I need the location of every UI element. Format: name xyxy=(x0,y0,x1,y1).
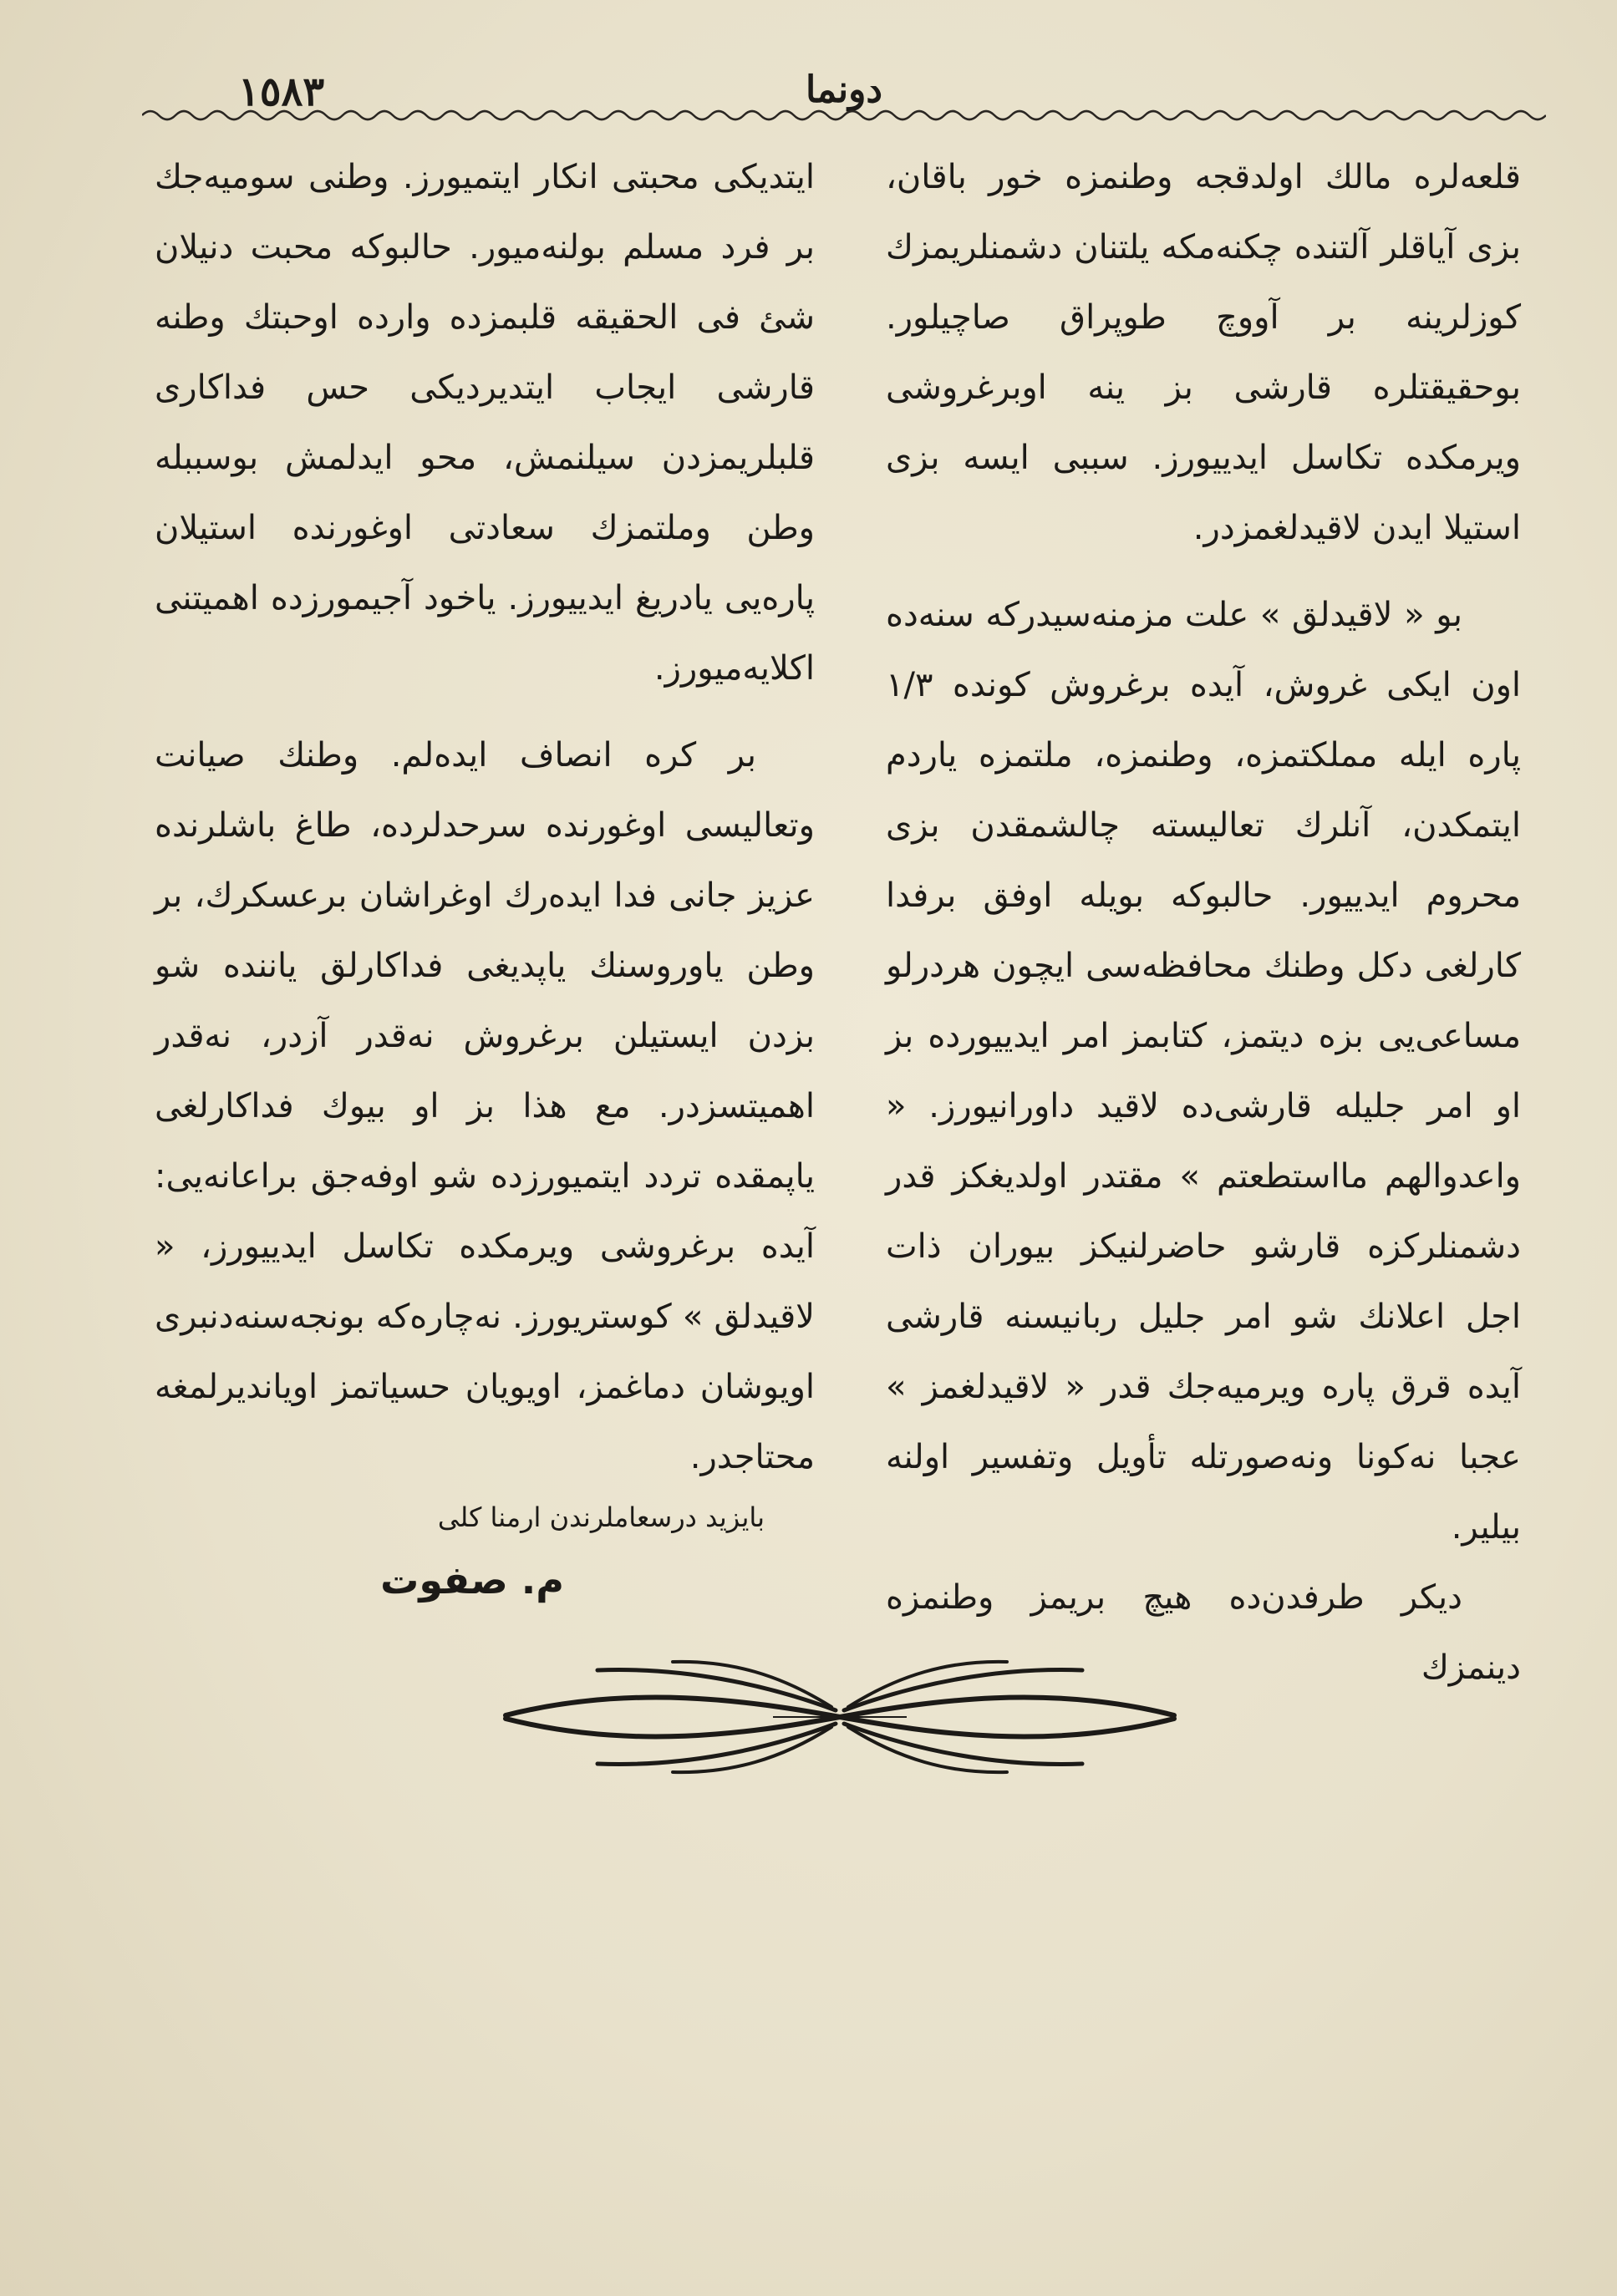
right-paragraph-1: قلعه‌لره مالك اولدقجه وطنمزه خور باقان، بزی آیاقلر آلتنده چكنه‌مكه یلتنان دشمنلریمزك كوزلرینه بر آووچ طوپراق صاچیلور. بوحقیقتلره قارشی بز ینه اوبرغروشی ویرمكده تكاسل ایدییورز. سببی ایسه بزی استیلا ایدن لاقیدلغمزدر. xyxy=(886,158,1521,547)
decorative-flourish-icon xyxy=(497,1650,1182,1784)
right-paragraph-3: دیكر طرفدن‌ده هیچ بریمز وطنمزه دینمزك xyxy=(886,1578,1521,1687)
header-wavy-rule xyxy=(142,99,1546,132)
right-column xyxy=(886,142,1521,1703)
location-note: بایزید درسعاملرندن ارمنا كلی xyxy=(437,1501,765,1533)
right-paragraph-2: بو « لاقیدلق » علت مزمنه‌سیدركه سنه‌ده اون ایكی غروش، آیده برغروش كونده ١/٣ پاره ایله مملكتمزه، وطنمزه، ملتمزه یاردم ایتمكدن، آنلرك تعالیسته چالشمقدن بزی محروم ایدییور. حالبوكه بویله اوفق برفدا كارلغی دكل وطنك محافظه‌سی ایچون هردرلو مساعی‌یی بزه دیتمز، كتابمز امر ایدییورده بز او امر جلیله قارشی‌ده لاقید داورانیورز. « واعدوالهم مااستطعتم » مقتدر اولدیغكز قدر دشمنلركزه قارشو حاضرلنیكز بیوران ذات اجل اعلانك شو امر جلیل ربانیسنه قارشی آیده قرق پاره ویرمیه‌جك قدر « لاقیدلغمز » عجبا نه‌كونا ونه‌صورتله تأویل وتفسیر اولنه بیلیر. xyxy=(886,596,1521,1547)
journal-title: دونما xyxy=(806,69,882,111)
left-paragraph-1: ایتدیكی محبتی انكار ایتمیورز. وطنی سومیه‌جك بر فرد مسلم بولنه‌میور. حالبوكه محبت دنیلان شئ فی الحقیقه قلبمزده وارده اوحبتك وطنه قارشی ایجاب ایتدیردیكی حس فداكاری قلبلریمزدن سیلنمش، محو ایدلمش بوسببله وطن وملتمزك سعادتی اوغورنده استیلان پاره‌یی یادریغ ایدییورز. یاخود آجیمورزده اهمیتنی اكلایه‌میورز. xyxy=(155,158,815,688)
author-signature: م. صفوت xyxy=(380,1557,564,1603)
left-paragraph-2: بر كره انصاف ایده‌لم. وطنك صیانت وتعالیسی اوغورنده سرحدلرده، طاغ باشلرنده عزیز جانی فدا ایده‌رك اوغراشان برعسكرك، بر وطن یاوروسنك یاپدیغی فداكارلق یاننده شو بزدن ایستیلن برغروش نه‌قدر آزدر، نه‌قدر اهمیتسزدر. مع هذا بز او بیوك فداكارلغی یاپمقده تردد ایتمیورزده شو اوفه‌جق براعانه‌یی: آیده برغروشی ویرمكده تكاسل ایدییورز، « لاقیدلق » كوستریورز. نه‌چاره‌كه بونجه‌سنه‌دنبری اویوشان دماغمز، اویویان حسیاتمز اویاندیرلمغه محتاجدر. xyxy=(155,736,815,1476)
left-column xyxy=(155,142,815,1618)
page-number: ١٥٨٣ xyxy=(238,69,325,115)
